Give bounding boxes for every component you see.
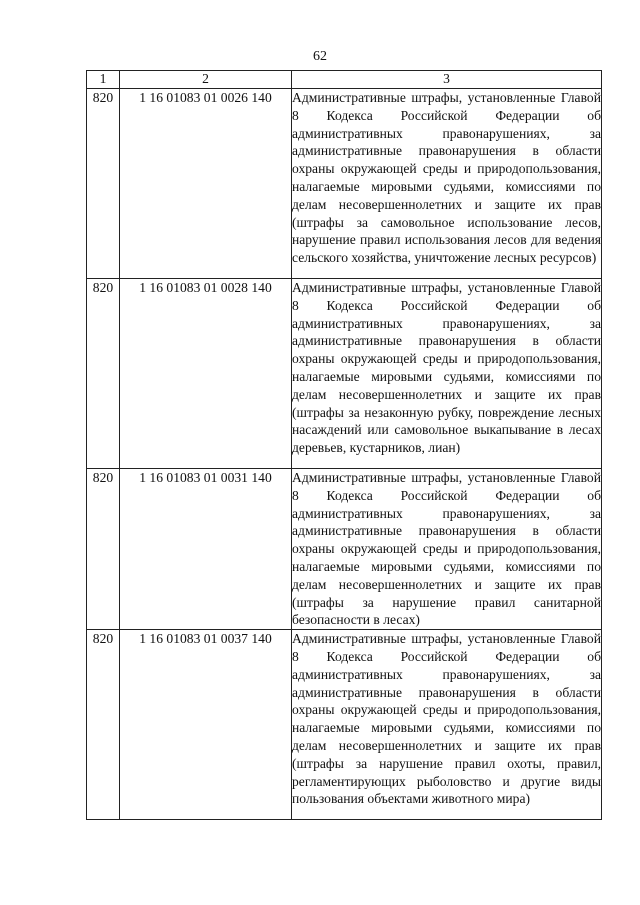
description-cell: Административные штрафы, установленные Главой 8 Кодекса Российской Федерации об административных правонарушениях, за административные правонарушения в области охраны окружающей среды и природопользования, налагаемые мировыми судьями, комиссиями по делам несовершеннолетних и защите их прав (штрафы за нарушение правил санитарной безопасности в лесах) [292, 469, 602, 630]
column-header-2: 2 [120, 71, 292, 89]
admin-code-cell: 820 [87, 89, 120, 279]
table-row [87, 89, 602, 279]
table-header-row [87, 71, 602, 89]
description-cell: Административные штрафы, установленные Главой 8 Кодекса Российской Федерации об административных правонарушениях, за административные правонарушения в области охраны окружающей среды и природопользования, налагаемые мировыми судьями, комиссиями по делам несовершеннолетних и защите их прав (штрафы за незаконную рубку, повреждение лесных насаждений или самовольное выкапывание в лесах деревьев, кустарников, лиан) [292, 279, 602, 469]
column-header-1: 1 [87, 71, 120, 89]
budget-code-cell: 1 16 01083 01 0026 140 [120, 89, 292, 279]
budget-code-cell: 1 16 01083 01 0031 140 [120, 469, 292, 630]
budget-code-cell: 1 16 01083 01 0037 140 [120, 630, 292, 820]
admin-code-cell: 820 [87, 279, 120, 469]
budget-code-cell: 1 16 01083 01 0028 140 [120, 279, 292, 469]
column-header-3: 3 [292, 71, 602, 89]
table-row [87, 279, 602, 469]
budget-code-table [86, 70, 602, 820]
description-cell: Административные штрафы, установленные Главой 8 Кодекса Российской Федерации об административных правонарушениях, за административные правонарушения в области охраны окружающей среды и природопользования, налагаемые мировыми судьями, комиссиями по делам несовершеннолетних и защите их прав (штрафы за самовольное использование лесов, нарушение правил использования лесов для ведения сельского хозяйства, уничтожение лесных ресурсов) [292, 89, 602, 279]
admin-code-cell: 820 [87, 630, 120, 820]
admin-code-cell: 820 [87, 469, 120, 630]
table-row [87, 469, 602, 630]
table-row [87, 630, 602, 820]
page-number: 62 [313, 49, 327, 64]
description-cell: Административные штрафы, установленные Главой 8 Кодекса Российской Федерации об административных правонарушениях, за административные правонарушения в области охраны окружающей среды и природопользования, налагаемые мировыми судьями, комиссиями по делам несовершеннолетних и защите их прав (штрафы за нарушение правил охоты, правил, регламентирующих рыболовство и другие виды пользования объектами животного мира) [292, 630, 602, 820]
